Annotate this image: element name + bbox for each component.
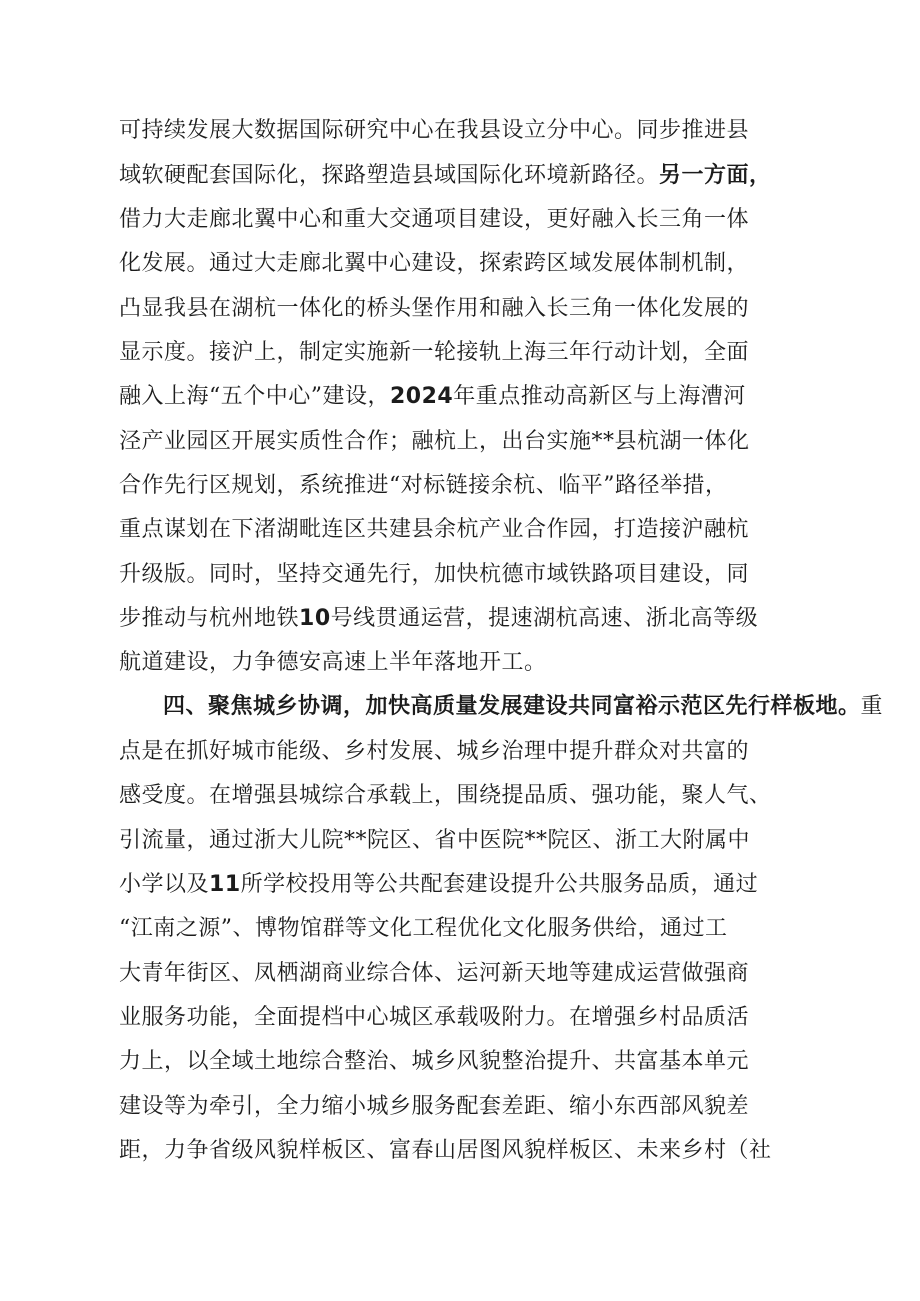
text-line: 距，力争省级风貌样板区、富春山居图风貌样板区、未来乡村（社 (119, 1138, 772, 1163)
text-line: 感受度。在增强县城综合承载上，围绕提品质、强功能，聚人气、 (119, 783, 772, 808)
text-line: 泾产业园区开展实质性合作；融杭上，出台实施**县杭湖一体化 (119, 429, 750, 454)
text-line (163, 692, 883, 722)
text-segment: 所学校投用等公共配套建设提升公共服务品质，通过 (240, 872, 759, 897)
text-line: 凸显我县在湖杭一体化的桥头堡作用和融入长三角一体化发展的 (119, 296, 750, 321)
text-line: 大青年街区、凤栖湖商业综合体、运河新天地等建成运营做强商 (119, 961, 750, 986)
text-segment: 步推动与杭州地铁 (119, 606, 300, 631)
school-count: 11 (209, 872, 241, 897)
text-line: “江南之源”、博物馆群等文化工程优化文化服务供给，通过工 (119, 916, 728, 941)
text-line: 引流量，通过浙大儿院**院区、省中医院**院区、浙工大附属中 (119, 828, 751, 853)
text-segment: 号线贯通运营，提速湖杭高速、浙北高等级 (330, 606, 759, 631)
text-segment: 融入上海“五个中心”建设， (119, 384, 390, 409)
text-line: 业服务功能，全面提档中心城区承载吸附力。在增强乡村品质活 (119, 1005, 750, 1030)
text-line (119, 382, 746, 412)
text-line: 合作先行区规划，系统推进“对标链接余杭、临平”路径举措， (119, 473, 728, 498)
text-segment: 域软硬配套国际化，探路塑造县域国际化环境新路径。 (119, 163, 660, 188)
text-line (119, 161, 772, 191)
text-line: 显示度。接沪上，制定实施新一轮接轨上海三年行动计划，全面 (119, 340, 750, 365)
text-segment: 小学以及 (119, 872, 210, 897)
emphasis-phrase: 另一方面， (659, 163, 772, 188)
text-line: 建设等为牵引，全力缩小城乡服务配套差距、缩小东西部风貌差 (119, 1094, 750, 1119)
line-number: 10 (299, 606, 331, 631)
text-line (119, 604, 758, 634)
text-segment: 年重点推动高新区与上海漕河 (453, 384, 746, 409)
text-line: 化发展。通过大走廊北翼中心建设，探索跨区域发展体制机制， (119, 251, 750, 276)
text-segment: 重 (860, 694, 884, 719)
text-line: 力上，以全域土地综合整治、城乡风貌整治提升、共富基本单元 (119, 1049, 750, 1074)
year-number: 2024 (390, 384, 454, 409)
section-heading: 四、聚焦城乡协调，加快高质量发展建设共同富裕示范区先行样板地。 (163, 694, 861, 719)
text-line: 重点谋划在下渚湖毗连区共建县余杭产业合作园，打造接沪融杭 (119, 517, 750, 542)
text-line: 可持续发展大数据国际研究中心在我县设立分中心。同步推进县 (119, 118, 750, 143)
text-line (119, 870, 758, 900)
text-line: 升级版。同时，坚持交通先行，加快杭德市域铁路项目建设，同 (119, 562, 750, 587)
text-line: 借力大走廊北翼中心和重大交通项目建设，更好融入长三角一体 (119, 207, 750, 232)
text-line: 点是在抓好城市能级、乡村发展、城乡治理中提升群众对共富的 (119, 739, 750, 764)
text-line: 航道建设，力争德安高速上半年落地开工。 (119, 650, 547, 675)
